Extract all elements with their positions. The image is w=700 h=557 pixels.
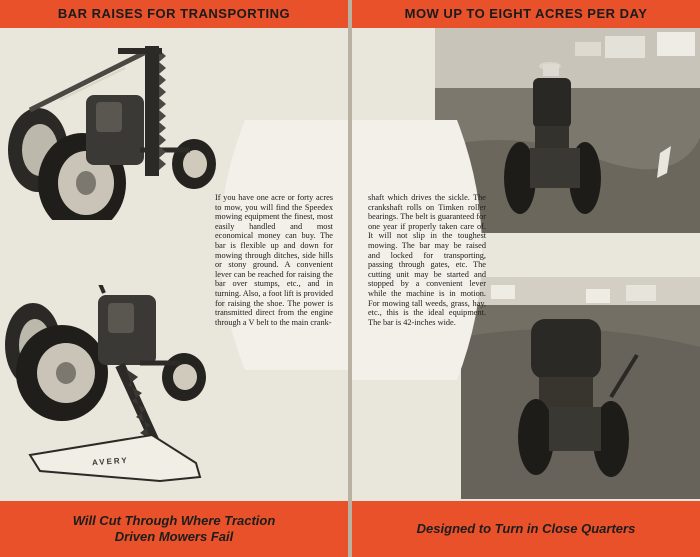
- left-footer-line-1: Will Cut Through Where Traction: [72, 513, 276, 528]
- rear-wheel-front-2: [16, 325, 108, 421]
- left-body-text: If you have one acre or forty acres to mow, you will find the Speedex mowing equipment the finest, most easily handled and most economical money can buy. The bar is flexible up and down for mowing through ditches, side hills or stony ground. A convenient lever can be reached for raising the bar over stumps, etc., and in turning. Also, a foot lift is provided for raising the shoe. The power is transmitted direct from the engine through a V belt to the main crank-: [215, 193, 333, 327]
- front-wheel-2: [162, 353, 206, 401]
- right-page-header: MOW UP TO EIGHT ACRES PER DAY: [352, 0, 700, 28]
- raised-cutter-bar: [145, 46, 166, 176]
- left-footer-line-2: Driven Mowers Fail: [114, 529, 234, 544]
- right-body-text: shaft which drives the sickle. The crankshaft rolls on Timken roller bearings. The belt is guaranteed for one year if properly taken care of. It will not slip in the toughest mowing. The bar may be raised and locked for transporting, passing through gates, etc. The cutting unit may be started and stopped by a convenient lever while the machine is in motion. For mowing tall weeds, grass, hay, etc., this is the ideal equipment. The bar is 42-inches wide.: [368, 193, 486, 327]
- right-footer-text: Designed to Turn in Close Quarters: [416, 521, 636, 536]
- left-page-footer: [0, 501, 348, 557]
- right-page-footer: [352, 501, 700, 557]
- left-page-header: BAR RAISES FOR TRANSPORTING: [0, 0, 348, 28]
- tractor-raised-bar-photo: [0, 40, 225, 220]
- avery-bar-label: AVERY: [91, 455, 129, 468]
- operator-figure-bottom: [531, 319, 601, 411]
